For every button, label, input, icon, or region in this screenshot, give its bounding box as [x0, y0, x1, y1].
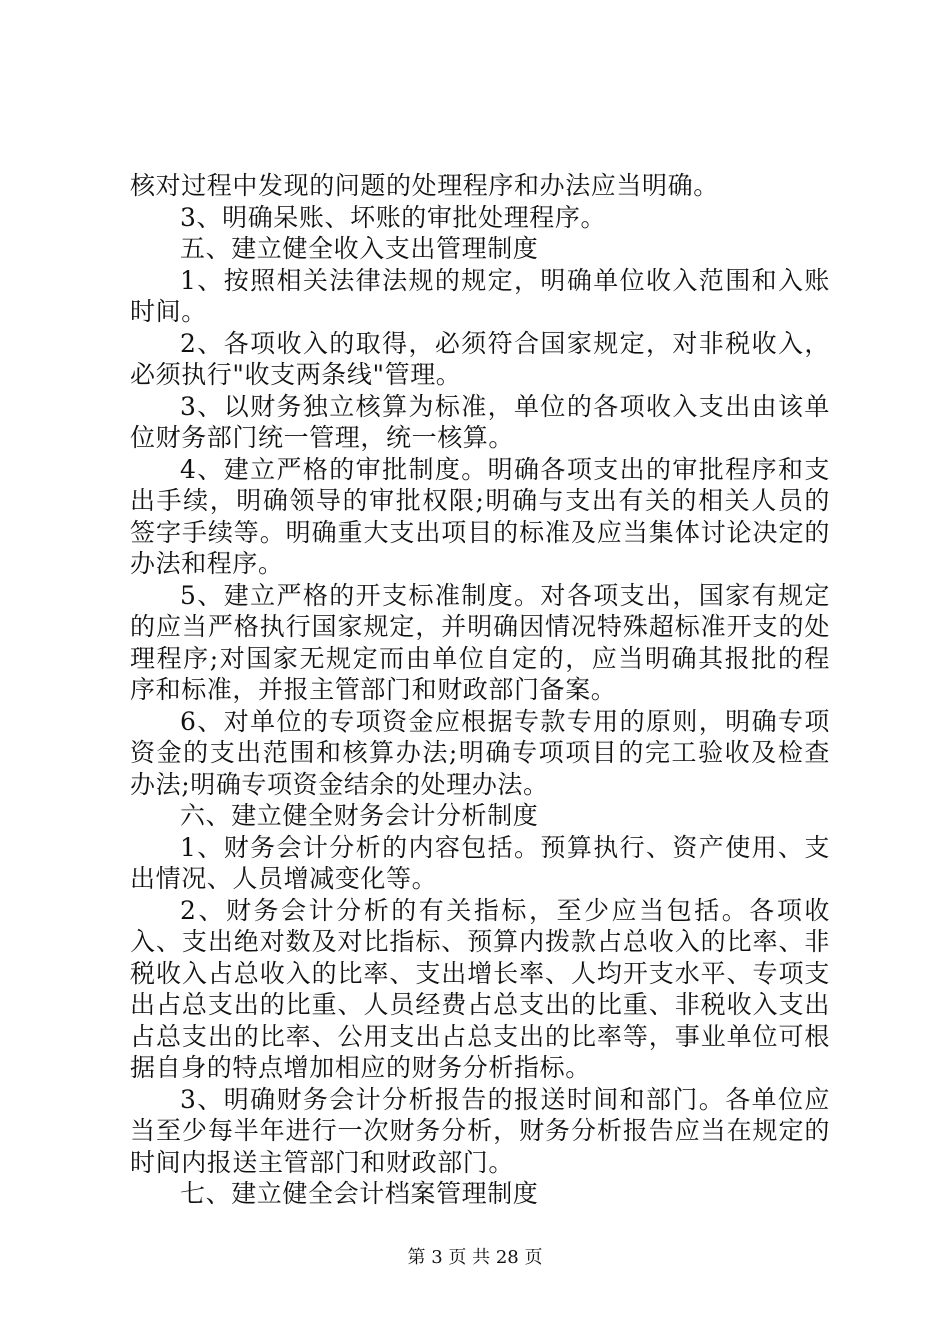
paragraph: 3、以财务独立核算为标准，单位的各项收入支出由该单位财务部门统一管理，统一核算。 — [130, 391, 830, 452]
paragraph: 核对过程中发现的问题的处理程序和办法应当明确。 — [130, 171, 719, 200]
document-body — [130, 170, 830, 1210]
page-number-footer: 第 3 页 共 28 页 — [407, 1247, 543, 1268]
paragraph: 5、建立严格的开支标准制度。对各项支出，国家有规定的应当严格执行国家规定，并明确因情况特殊超标准开支的处理程序;对国家无规定而由单位自定的，应当明确其报批的程序和标准，并报主管部门和财政部门备案。 — [130, 580, 830, 704]
section-heading: 六、建立健全财务会计分析制度 — [180, 801, 539, 830]
paragraph: 3、明确呆账、坏账的审批处理程序。 — [180, 202, 607, 232]
paragraph: 1、按照相关法律法规的规定，明确单位收入范围和入账时间。 — [130, 265, 830, 326]
paragraph: 3、明确财务会计分析报告的报送时间和部门。各单位应当至少每半年进行一次财务分析，财务分析报告应当在规定的时间内报送主管部门和财政部门。 — [130, 1084, 830, 1177]
section-heading: 五、建立健全收入支出管理制度 — [180, 234, 539, 263]
paragraph: 2、财务会计分析的有关指标，至少应当包括。各项收入、支出绝对数及对比指标、预算内拨款占总收入的比率、非税收入占总收入的比率、支出增长率、人均开支水平、专项支出占总支出的比重、人员经费占总支出的比重、非税收入支出占总支出的比率、公用支出占总支出的比率等，事业单位可根据自身的特点增加相应的财务分析指标。 — [130, 895, 830, 1082]
paragraph: 4、建立严格的审批制度。明确各项支出的审批程序和支出手续，明确领导的审批权限;明确与支出有关的相关人员的签字手续等。明确重大支出项目的标准及应当集体讨论决定的办法和程序。 — [130, 454, 830, 578]
section-heading: 七、建立健全会计档案管理制度 — [180, 1179, 539, 1208]
paragraph: 6、对单位的专项资金应根据专款专用的原则，明确专项资金的支出范围和核算办法;明确专项项目的完工验收及检查办法;明确专项资金结余的处理办法。 — [130, 706, 830, 799]
paragraph: 2、各项收入的取得，必须符合国家规定，对非税收入，必须执行"收支两条线"管理。 — [130, 328, 830, 389]
paragraph: 1、财务会计分析的内容包括。预算执行、资产使用、支出情况、人员增减变化等。 — [130, 832, 830, 893]
